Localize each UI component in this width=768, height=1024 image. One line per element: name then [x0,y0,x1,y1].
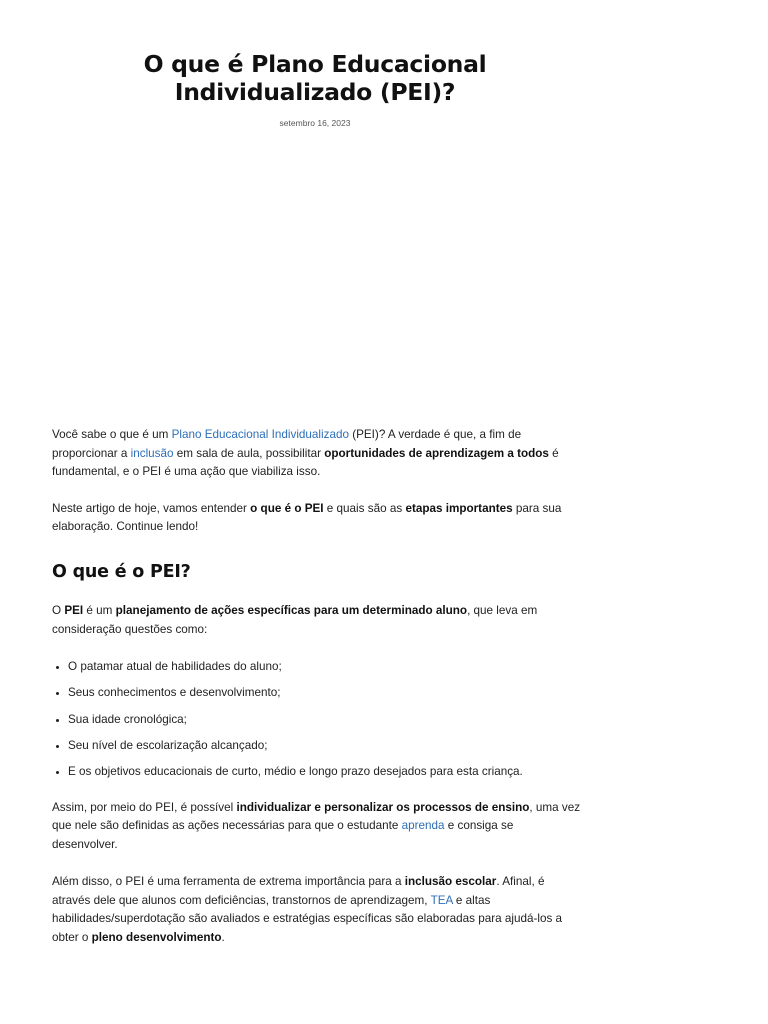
bold-text: pleno desenvolvimento [91,931,222,945]
text-segment: O [52,603,65,617]
article-date: setembro 16, 2023 [279,118,351,128]
text-segment: Você sabe o que é um [52,428,172,441]
text-segment: Neste artigo de hoje, vamos entender [52,501,251,515]
bold-text: planejamento de ações específicas para um determinado aluno [115,603,468,617]
list-item: • Seu nível de escolarização alcançado; [68,737,582,756]
bold-text: PEI [64,603,84,617]
considerations-list [52,658,582,781]
section-paragraph-3 [52,873,582,947]
link-inclusao[interactable]: inclusão [130,446,174,460]
text-segment: em sala de aula, possibilitar [173,446,325,460]
section-paragraph-2 [52,799,582,855]
list-item: • O patamar atual de habilidades do aluno; [68,658,582,677]
link-aprenda[interactable]: aprenda [401,819,445,833]
text-segment: e consiga se desenvolver. [52,819,514,851]
intro-paragraph-2 [52,500,582,537]
link-tea[interactable]: TEA [430,893,453,907]
section-heading-o-que-e-pei: O que é o PEI? [52,561,191,582]
text-segment: . [221,931,225,945]
featured-image-placeholder [52,145,576,400]
link-plano-educacional[interactable]: Plano Educacional Individualizado [171,428,349,441]
list-item: • Sua idade cronológica; [68,711,582,730]
article-title-line-1: O que é Plano Educacional [143,50,487,78]
list-item: • E os objetivos educacionais de curto, médio e longo prazo desejados para esta criança. [68,763,582,782]
bold-text: o que é o PEI [250,501,324,515]
text-segment: e altas habilidades/superdotação são avaliados e estratégias específicas são elaboradas para ajudá-los a obter o [52,893,563,945]
article-title-line-2: Individualizado (PEI)? [174,78,456,106]
text-segment: e quais são as [323,501,406,515]
text-segment: é fundamental, e o PEI é uma ação que viabiliza isso. [52,446,559,479]
text-segment: , que leva em consideração questões como: [52,603,538,636]
bold-text: etapas importantes [405,501,513,515]
text-segment: Assim, por meio do PEI, é possível [52,800,237,814]
text-segment: Além disso, o PEI é uma ferramenta de extrema importância para a [52,875,405,889]
text-segment: , uma vez que nele são definidas as ações necessárias para que o estudante [52,800,581,833]
bold-text: inclusão escolar [404,875,497,889]
article-title [0,50,630,106]
text-segment: para sua elaboração. Continue lendo! [52,501,562,534]
text-segment: (PEI)? A verdade é que, a fim de proporcionar a [52,428,522,460]
intro-paragraph-1 [52,426,582,482]
list-item: • Seus conhecimentos e desenvolvimento; [68,684,582,703]
article-body [52,426,582,967]
section-paragraph-1 [52,602,582,639]
bold-text: individualizar e personalizar os processos de ensino [236,800,530,814]
text-segment: . Afinal, é através dele que alunos com deficiências, transtornos de aprendizagem, [52,875,545,907]
bold-text: oportunidades de aprendizagem a todos [324,446,549,460]
text-segment: é um [83,603,116,617]
